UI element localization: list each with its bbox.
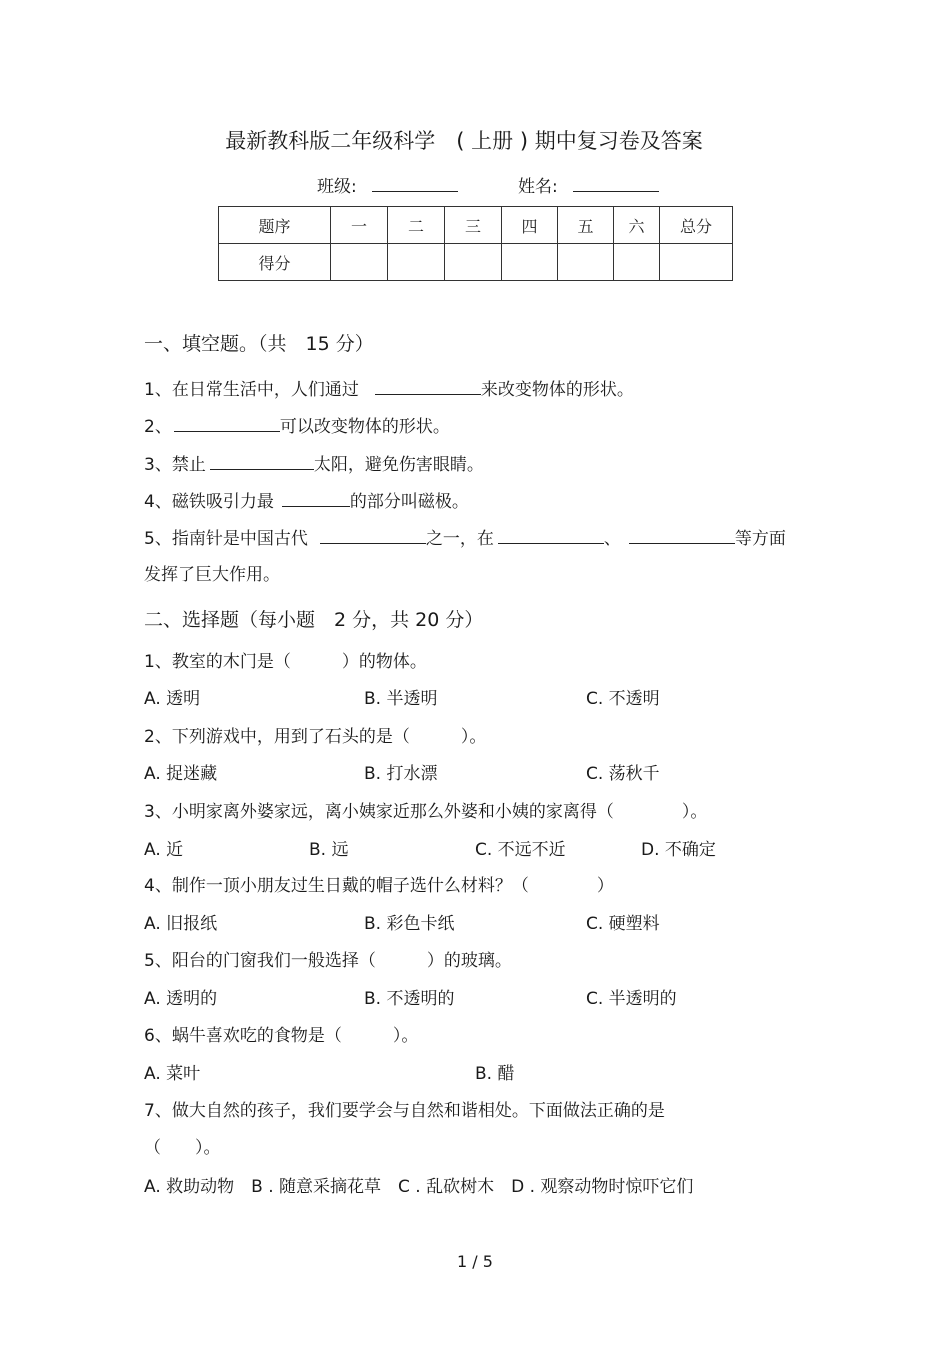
score-row-label: 得分: [219, 244, 331, 281]
score-table: [218, 206, 733, 281]
answer-blank[interactable]: [375, 380, 481, 395]
answer-blank[interactable]: [282, 492, 350, 507]
choice-option-c[interactable]: C. 荡秋千: [586, 764, 660, 784]
choice-question-5-stem: 5、阳台的门窗我们一般选择（ ）的玻璃。: [144, 951, 512, 971]
q5-text-mid2: 、: [603, 529, 621, 549]
header-cell-2: 二: [388, 207, 445, 244]
q5-text-mid1: 之一，在: [425, 529, 494, 549]
answer-blank[interactable]: [210, 455, 314, 470]
answer-blank[interactable]: [174, 417, 280, 432]
choice-option-d[interactable]: D. 不确定: [641, 840, 716, 860]
choice-option-c[interactable]: C. 不远不近: [475, 840, 566, 860]
choice-question-7-stem: 7、做大自然的孩子，我们要学会与自然和谐相处。下面做法正确的是: [144, 1101, 665, 1121]
q2-text-after: 可以改变物体的形状。: [279, 417, 450, 437]
choice-option-c[interactable]: C. 硬塑料: [586, 914, 660, 934]
name-blank: [573, 177, 659, 192]
choice-question-1-stem: 1、教室的木门是（ ）的物体。: [144, 652, 427, 672]
header-cell-3: 三: [445, 207, 502, 244]
choice-option-b[interactable]: B. 打水漂: [364, 764, 438, 784]
choice-question-6-stem: 6、蜗牛喜欢吃的食物是（ ）。: [144, 1026, 419, 1046]
fill-question-1: [144, 380, 634, 399]
choice-option-a[interactable]: A. 透明: [144, 689, 201, 709]
score-cell[interactable]: [502, 244, 558, 281]
header-cell-4: 四: [502, 207, 558, 244]
header-cell-1: 一: [331, 207, 388, 244]
choice-option-b[interactable]: B. 醋: [475, 1064, 515, 1084]
header-cell-5: 五: [558, 207, 614, 244]
choice-option-c[interactable]: C. 不透明: [586, 689, 660, 709]
header-cell-total: 总分: [660, 207, 733, 244]
score-cell[interactable]: [660, 244, 733, 281]
choice-option-a[interactable]: A. 旧报纸: [144, 914, 218, 934]
score-cell[interactable]: [331, 244, 388, 281]
header-cell-order: 题序: [219, 207, 331, 244]
class-field: [317, 177, 458, 196]
choice-option-a[interactable]: A. 菜叶: [144, 1064, 201, 1084]
score-table-score-row: [219, 244, 733, 281]
fill-question-5-line2: 发挥了巨大作用。: [144, 565, 280, 585]
page-title: 最新教科版二年级科学 ( 上册 ) 期中复习卷及答案: [225, 129, 703, 153]
q1-text-before: 1、在日常生活中，人们通过: [144, 380, 359, 400]
section1-heading: 一、填空题。（共 15 分）: [144, 333, 374, 355]
score-cell[interactable]: [614, 244, 660, 281]
score-cell[interactable]: [558, 244, 614, 281]
q1-text-after: 来改变物体的形状。: [480, 380, 634, 400]
score-cell[interactable]: [388, 244, 445, 281]
q3-text-before: 3、禁止: [144, 455, 206, 475]
q3-text-after: 太阳，避免伤害眼睛。: [313, 455, 484, 475]
fill-question-2: [144, 417, 450, 436]
choice-option-a[interactable]: A. 近: [144, 840, 184, 860]
answer-blank[interactable]: [320, 529, 426, 544]
answer-blank[interactable]: [629, 529, 735, 544]
q5-text-after: 等方面: [734, 529, 786, 549]
q4-text-before: 4、磁铁吸引力最: [144, 492, 274, 512]
name-label: 姓名:: [518, 177, 558, 197]
choice-question-2-stem: 2、下列游戏中，用到了石头的是（ ）。: [144, 727, 487, 747]
choice-question-4-stem: 4、制作一顶小朋友过生日戴的帽子选什么材料？（ ）: [144, 876, 614, 896]
choice-option-a[interactable]: A. 透明的: [144, 989, 218, 1009]
q2-text-before: 2、: [144, 417, 172, 437]
header-cell-6: 六: [614, 207, 660, 244]
score-table-header-row: [219, 207, 733, 244]
choice-option-b[interactable]: B. 彩色卡纸: [364, 914, 455, 934]
q4-text-after: 的部分叫磁极。: [349, 492, 469, 512]
fill-question-3: [144, 455, 484, 474]
choice-option-c[interactable]: C. 半透明的: [586, 989, 677, 1009]
choice-question-3-stem: 3、小明家离外婆家远，离小姨家近那么外婆和小姨的家离得（ ）。: [144, 802, 708, 822]
choice-option-b[interactable]: B. 不透明的: [364, 989, 455, 1009]
answer-blank[interactable]: [498, 529, 604, 544]
section2-heading: 二、选择题（每小题 2 分，共 20 分）: [144, 609, 484, 631]
choice-question-7-options[interactable]: A. 救助动物 B . 随意采摘花草 C . 乱砍树木 D . 观察动物时惊吓它们: [144, 1177, 694, 1197]
choice-question-7-paren: （ ）。: [144, 1138, 221, 1158]
class-label: 班级:: [317, 177, 357, 197]
score-cell[interactable]: [445, 244, 502, 281]
q5-text-before: 5、指南针是中国古代: [144, 529, 308, 549]
choice-option-a[interactable]: A. 捉迷藏: [144, 764, 218, 784]
class-blank: [372, 177, 458, 192]
fill-question-4: [144, 492, 469, 511]
choice-option-b[interactable]: B. 远: [309, 840, 349, 860]
name-field: [518, 177, 659, 196]
choice-option-b[interactable]: B. 半透明: [364, 689, 438, 709]
fill-question-5: [144, 529, 786, 548]
page-number: 1 / 5: [457, 1252, 493, 1271]
